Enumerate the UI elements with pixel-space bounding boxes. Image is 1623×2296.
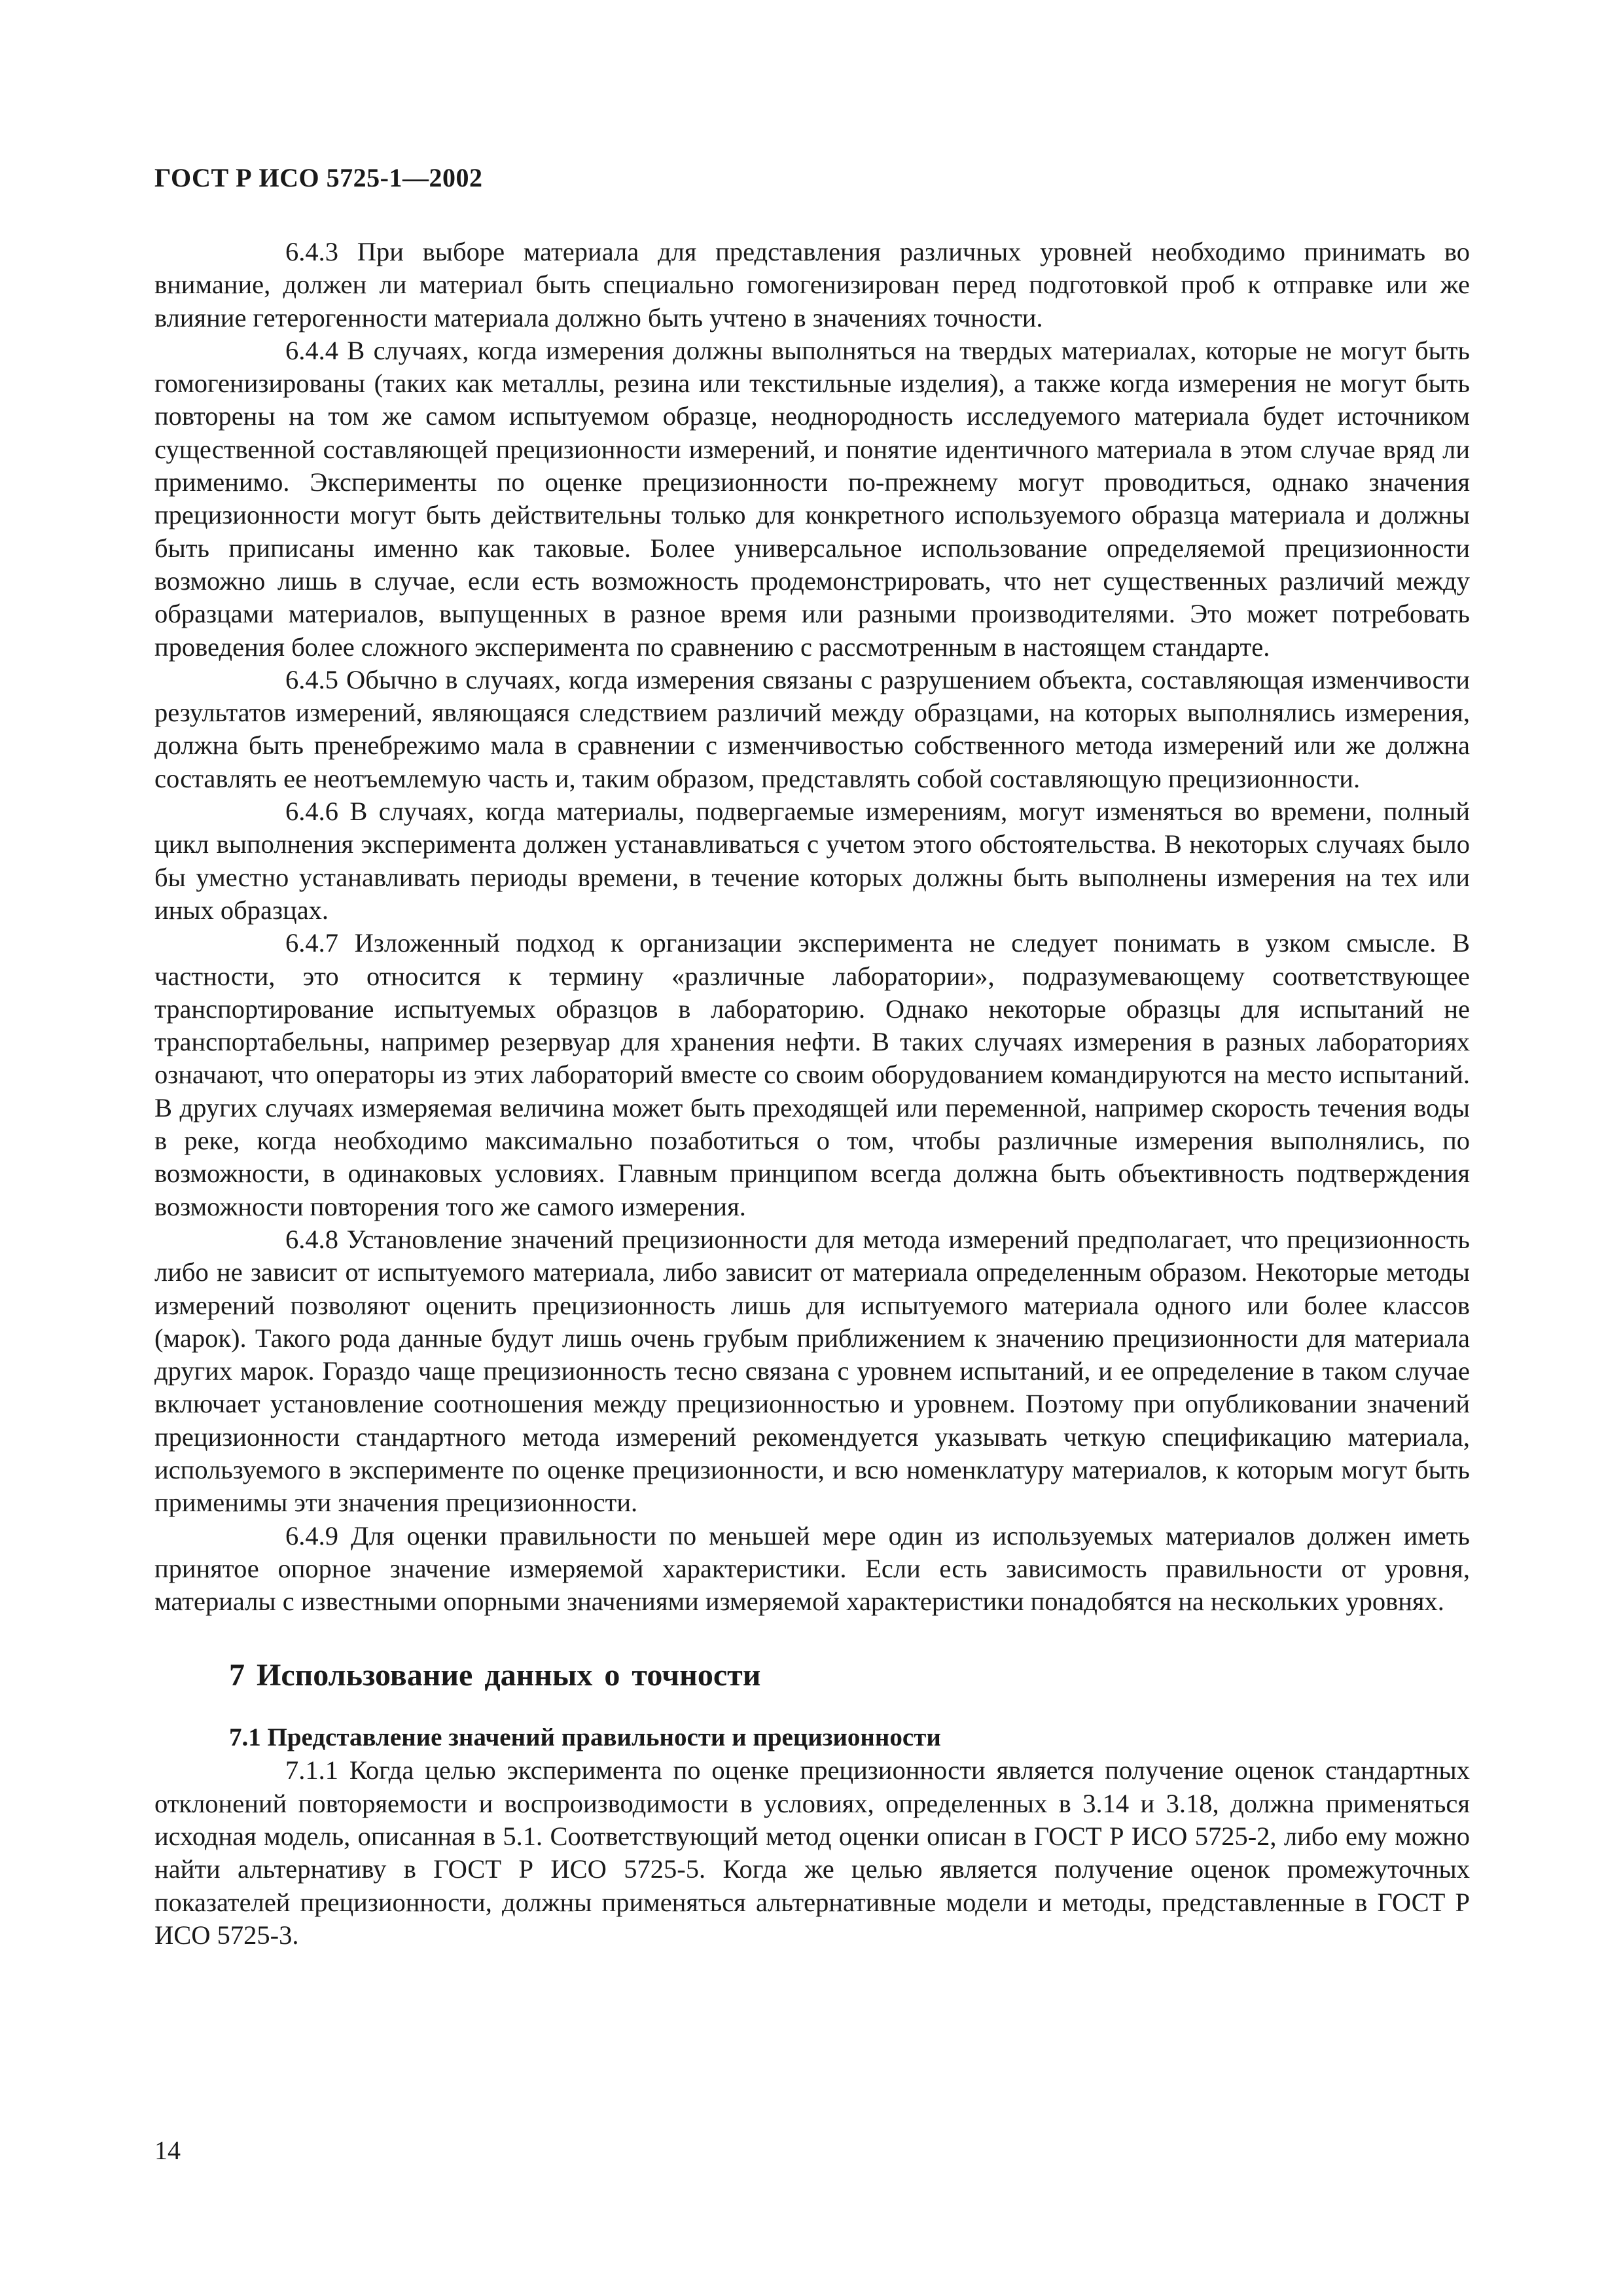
subsection-heading: 7.1 Представление значений правильности и прецизионности <box>229 1723 941 1752</box>
page-body <box>154 236 1470 1952</box>
paragraph-7-1-1: 7.1.1 Когда целью эксперимента по оценке прецизионности является получение оценок стандартных отклонений повторяемости и воспроизводимости в условиях, определенных в 3.14 и 3.18, должна применяться исходная модель, описанная в 5.1. Соответствующий метод оценки описан в ГОСТ Р ИСО 5725-2, либо ему можно найти альтернативу в ГОСТ Р ИСО 5725-5. Когда же целью является получение оценок промежуточных показателей прецизионности, должны применяться альтернативные модели и методы, представленные в ГОСТ Р ИСО 5725-3. <box>154 1755 1470 1950</box>
paragraph-6-4-8: 6.4.8 Установление значений прецизионности для метода измерений предполагает, что прецизионность либо не зависит от испытуемого материала, либо зависит от материала определенным образом. Некоторые методы измерений позволяют оценить прецизионность лишь для испытуемого материала одного или более классов (марок). Такого рода данные будут лишь очень грубым приближением к значению прецизионности для материала других марок. Гораздо чаще прецизионность тесно связана с уровнем испытаний, и ее определение в таком случае включает установление соотношения между прецизионностью и уровнем. Поэтому при опубликовании значений прецизионности стандартного метода измерений рекомендуется указывать четкую спецификацию материала, используемого в эксперименте по оценке прецизионности, и всю номенклатуру материалов, к которым могут быть применимы эти значения прецизионности. <box>154 1224 1470 1518</box>
paragraph-6-4-9: 6.4.9 Для оценки правильности по меньшей мере один из используемых материалов должен иметь принятое опорное значение измеряемой характеристики. Если есть зависимость правильности от уровня, материалы с известными опорными значениями измеряемой характеристики понадобятся на нескольких уровнях. <box>154 1520 1470 1617</box>
paragraph-6-4-5: 6.4.5 Обычно в случаях, когда измерения связаны с разрушением объекта, составляющая изменчивости результатов измерений, являющаяся следствием различий между образцами, на которых выполнялись измерения, должна быть пренебрежимо мала в сравнении с изменчивостью собственного метода измерений или же должна составлять ее неотъемлемую часть и, таким образом, представлять собой составляющую прецизионности. <box>154 664 1470 793</box>
paragraph-6-4-4: 6.4.4 В случаях, когда измерения должны выполняться на твердых материалах, которые не могут быть гомогенизированы (таких как металлы, резина или текстильные изделия), а также когда измерения не могут быть повторены на том же самом испытуемом образце, неоднородность исследуемого материала будет источником существенной составляющей прецизионности измерений, и понятие идентичного материала в этом случае вряд ли применимо. Эксперименты по оценке прецизионности по-прежнему могут проводиться, однако значения прецизионности могут быть действительны только для конкретного используемого образца материала и должны быть приписаны именно как таковые. Более универсальное использование определяемой прецизионности возможно лишь в случае, если есть возможность продемонстрировать, что нет существенных различий между образцами материалов, выпущенных в разное время или разными производителями. Это может потребовать проведения более сложного эксперимента по сравнению с рассмотренным в настоящем стандарте. <box>154 335 1470 662</box>
paragraph-6-4-3: 6.4.3 При выборе материала для представления различных уровней необходимо принимать во внимание, должен ли материал быть специально гомогенизирован перед подготовкой проб к отправке или же влияние гетерогенности материала должно быть учтено в значениях точности. <box>154 237 1470 332</box>
paragraph-6-4-6: 6.4.6 В случаях, когда материалы, подвергаемые измерениям, могут изменяться во времени, полный цикл выполнения эксперимента должен устанавливаться с учетом этого обстоятельства. В некоторых случаях было бы уместно устанавливать периоды времени, в течение которых должны быть выполнены измерения на тех или иных образцах. <box>154 797 1470 925</box>
paragraph-6-4-7: 6.4.7 Изложенный подход к организации эксперимента не следует понимать в узком смысле. В частности, это относится к термину «различные лаборатории», подразумевающему соответствующее транспортирование испытуемых образцов в лабораторию. Однако некоторые образцы для испытаний не транспортабельны, например резервуар для хранения нефти. В таких случаях измерения в разных лабораториях означают, что операторы из этих лабораторий вместе со своим оборудованием командируются на место испытаний. В других случаях измеряемая величина может быть преходящей или переменной, например скорость течения воды в реке, когда необходимо максимально позаботиться о том, чтобы различные измерения выполнялись, по возможности, в одинаковых условиях. Главным принципом всегда должна быть объективность подтверждения возможности повторения того же самого измерения. <box>154 928 1470 1221</box>
running-header: ГОСТ Р ИСО 5725-1—2002 <box>154 163 483 192</box>
section-heading: 7 Использование данных о точности <box>229 1658 761 1693</box>
page-number: 14 <box>154 2136 181 2165</box>
